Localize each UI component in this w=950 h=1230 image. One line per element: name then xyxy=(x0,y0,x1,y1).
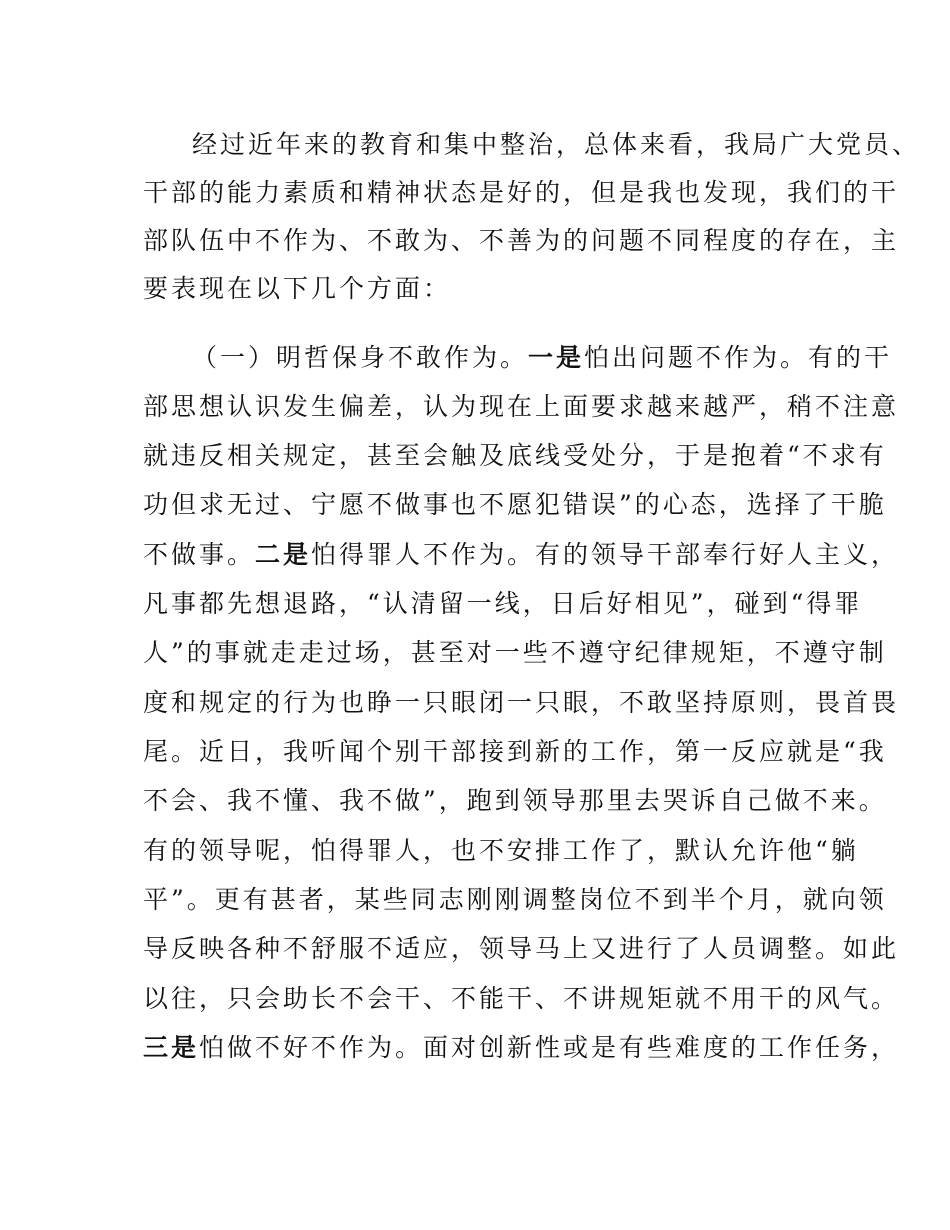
paragraph-line: 部思想认识发生偏差，认为现在上面要求越来越严，稍不注意 xyxy=(143,392,900,421)
line-text: 怕出问题不作为。有的干 xyxy=(584,343,893,372)
line-text: 怕得罪人不作为。有的领导干部奉行好人主义， xyxy=(311,540,900,569)
paragraph-line: 度和规定的行为也睁一只眼闭一只眼，不敢坚持原则，畏首畏 xyxy=(143,688,900,717)
line-text: 怕做不好不作为。面对创新性或是有些难度的工作任务， xyxy=(199,1033,900,1062)
paragraph-line: 不会、我不懂、我不做”，跑到领导那里去哭诉自己做不来。 xyxy=(143,786,887,815)
point-label: 二是 xyxy=(255,540,312,569)
paragraph-line xyxy=(143,533,900,577)
paragraph-line: 导反映各种不舒服不适应，领导马上又进行了人员调整。如此 xyxy=(143,934,900,963)
paragraph-line: 平”。更有甚者，某些同志刚刚调整岗位不到半个月，就向领 xyxy=(143,885,887,914)
point-label: 三是 xyxy=(143,1033,200,1062)
paragraph-line: 有的领导呢，怕得罪人，也不安排工作了，默认允许他“躺 xyxy=(143,836,859,865)
paragraph-line xyxy=(143,1026,900,1070)
point-label: 一是 xyxy=(528,343,585,372)
section-heading-line xyxy=(192,336,893,380)
paragraph-line: 经过近年来的教育和集中整治，总体来看，我局广大党员、 xyxy=(192,130,921,159)
paragraph-line: 人”的事就走走过场，甚至对一些不遵守纪律规矩，不遵守制 xyxy=(143,638,887,667)
paragraph-line: 以往，只会助长不会干、不能干、不讲规矩就不用干的风气。 xyxy=(143,984,900,1013)
paragraph-line: 部队伍中不作为、不敢为、不善为的问题不同程度的存在，主 xyxy=(143,226,900,255)
section-heading: （一）明哲保身不敢作为。 xyxy=(192,343,529,372)
paragraph-line: 尾。近日，我听闻个别干部接到新的工作，第一反应就是“我 xyxy=(143,737,887,766)
paragraph-line: 要表现在以下几个方面： xyxy=(143,274,452,303)
line-text: 不做事。 xyxy=(143,540,256,569)
paragraph-line: 功但求无过、宁愿不做事也不愿犯错误”的心态，选择了干脆 xyxy=(143,490,887,519)
paragraph-line: 就违反相关规定，甚至会触及底线受处分，于是抱着“不求有 xyxy=(143,441,887,470)
paragraph-line: 凡事都先想退路，“认清留一线，日后好相见”，碰到“得罪 xyxy=(143,589,863,618)
paragraph-line: 干部的能力素质和精神状态是好的，但是我也发现，我们的干 xyxy=(143,178,900,207)
